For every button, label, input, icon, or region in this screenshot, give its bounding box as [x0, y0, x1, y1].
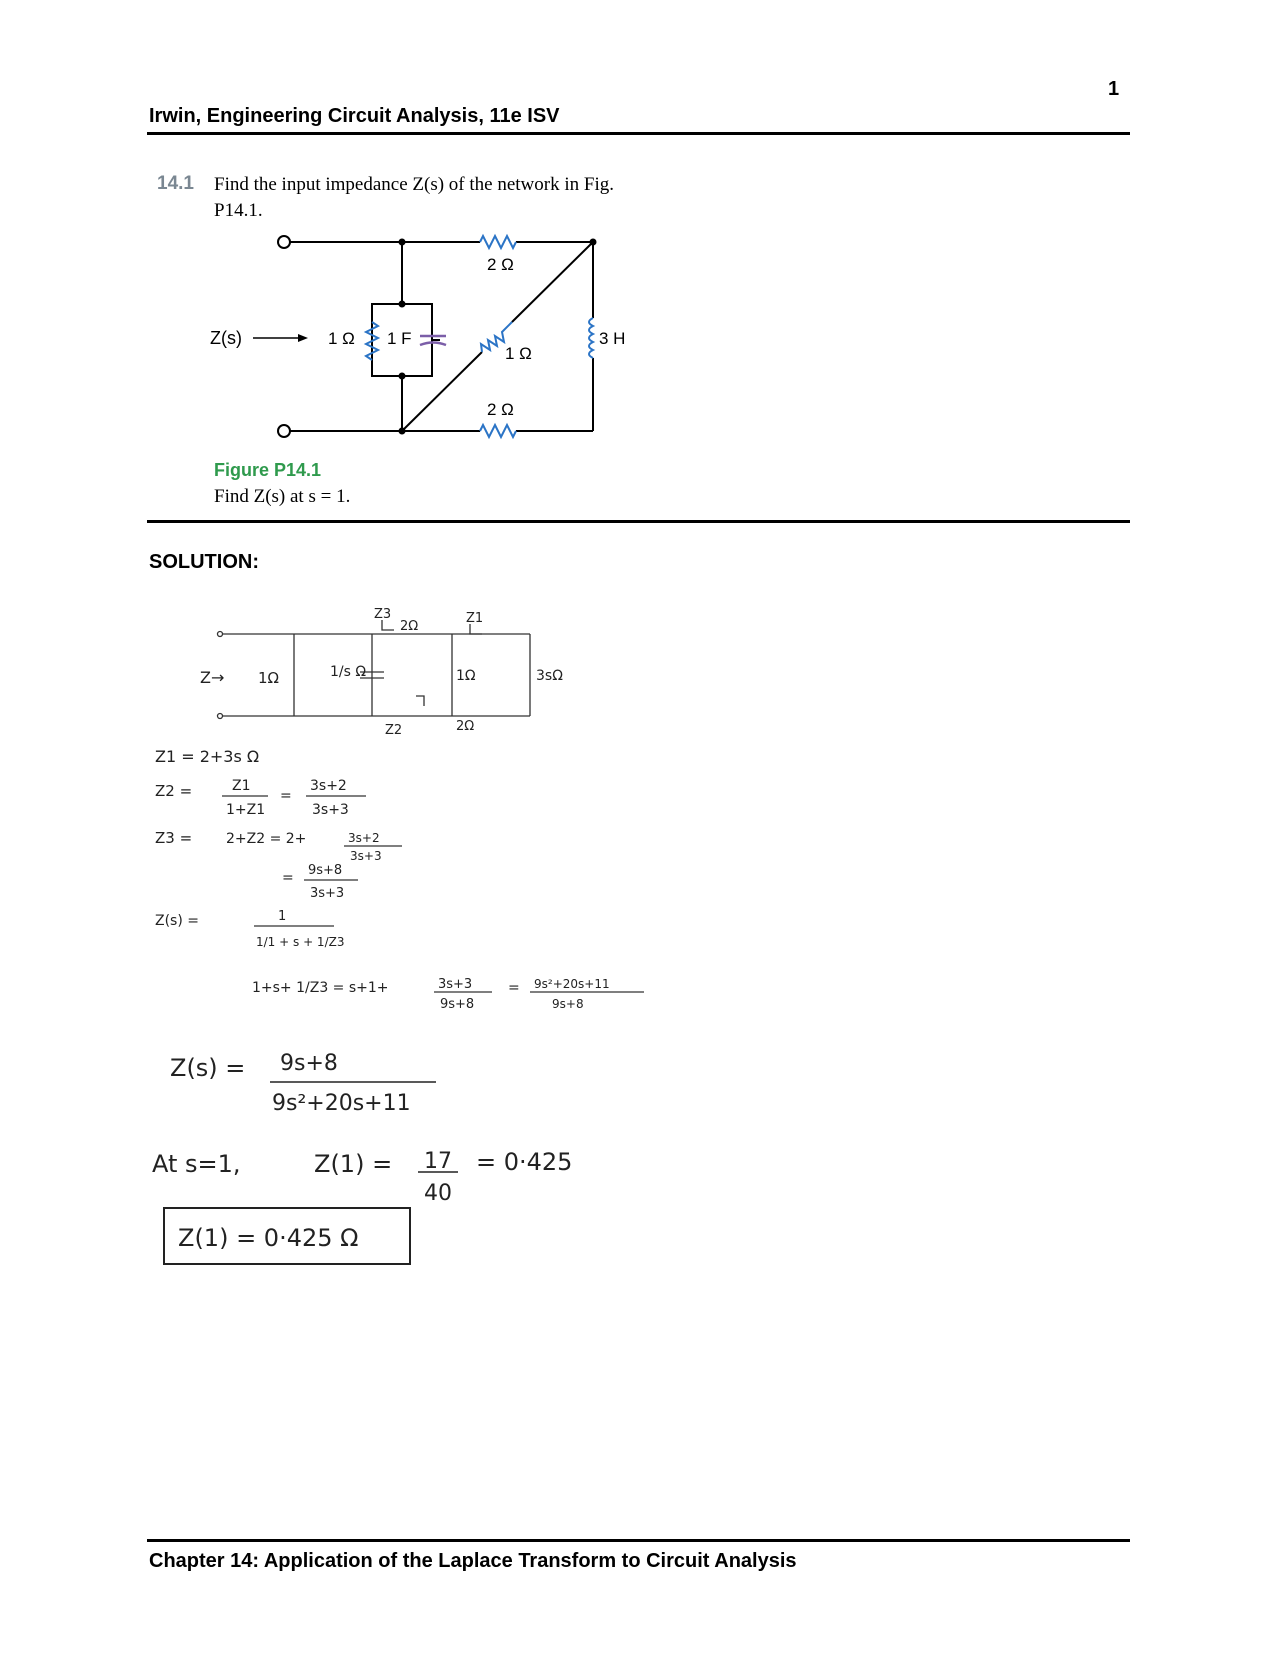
eq2-lhs: Z2 = [155, 782, 193, 800]
at-s-num: 17 [424, 1149, 452, 1174]
inductor-label: 3 H [599, 329, 626, 348]
figure-question: Find Z(s) at s = 1. [214, 486, 351, 507]
eq2-num1: Z1 [232, 778, 251, 794]
sketch-r1: 1Ω [258, 669, 280, 687]
eq5-lhs: Z(s) = [155, 913, 199, 929]
eq2-den1: 1+Z1 [226, 802, 266, 818]
problem-text: Find the input impedance Z(s) of the network in Fig. P14.1. [214, 174, 614, 221]
figure-caption: Figure P14.1 [214, 460, 322, 480]
eq3-num: 3s+2 [348, 831, 380, 845]
eq5-den: 1/1 + s + 1/Z3 [256, 935, 345, 949]
sketch-r-bottom: 2Ω [456, 719, 475, 734]
eq6-den1: 9s+8 [440, 997, 475, 1012]
footer-text: Chapter 14: Application of the Laplace Transform to Circuit Analysis [149, 1550, 797, 1572]
eq2-den2: 3s+3 [312, 802, 349, 818]
header-title: Irwin, Engineering Circuit Analysis, 11e ISV [149, 105, 560, 127]
eq3-expr: 2+Z2 = 2+ [226, 831, 307, 847]
r-diag-label: 1 Ω [505, 344, 532, 363]
r-bottom-label: 2 Ω [487, 400, 514, 419]
sketch-z1: Z1 [466, 611, 484, 626]
eq6-den2: 9s+8 [552, 997, 584, 1011]
result-lhs: Z(s) = [170, 1054, 246, 1082]
eq3-den: 3s+3 [350, 849, 382, 863]
svg-text:=: = [508, 980, 520, 996]
eq5-num: 1 [278, 909, 287, 924]
problem-number: 14.1 [157, 173, 194, 194]
r1-label: 1 Ω [328, 329, 355, 348]
sketch-z3: Z3 [374, 607, 392, 622]
eq4-num: 9s+8 [308, 863, 343, 878]
eq6-expr: 1+s+ 1/Z3 = s+1+ [252, 980, 389, 996]
eq2-num2: 3s+2 [310, 778, 347, 794]
sketch-r-mid: 1Ω [456, 668, 476, 684]
footer-rule [147, 1539, 1130, 1542]
c1-label: 1 F [387, 329, 412, 348]
sketch-z2: Z2 [385, 723, 403, 738]
eq6-num1: 3s+3 [438, 977, 473, 992]
solution-label: SOLUTION: [149, 551, 259, 573]
final-answer: Z(1) = 0·425 Ω [178, 1224, 359, 1252]
eq3-lhs: Z3 = [155, 829, 193, 847]
eq6-num2: 9s²+20s+11 [534, 977, 610, 991]
svg-text:=: = [282, 870, 294, 886]
sketch-input: Z→ [200, 668, 225, 687]
sketch-ind: 3sΩ [536, 668, 563, 684]
svg-text:=: = [280, 788, 292, 804]
result-num: 9s+8 [280, 1051, 338, 1076]
at-s-lhs: Z(1) = [314, 1150, 393, 1178]
sketch-r-top: 2Ω [400, 619, 419, 634]
eq4-den: 3s+3 [310, 886, 345, 901]
r-top-label: 2 Ω [487, 255, 514, 274]
sketch-cap: 1/s Ω [330, 664, 367, 680]
at-s-den: 40 [424, 1181, 452, 1206]
at-s-value: = 0·425 [476, 1148, 573, 1176]
input-label: Z(s) [210, 328, 242, 348]
page-number: 1 [1108, 78, 1120, 100]
eq1: Z1 = 2+3s Ω [155, 747, 260, 766]
at-s-text: At s=1, [152, 1150, 241, 1178]
result-den: 9s²+20s+11 [272, 1091, 411, 1116]
